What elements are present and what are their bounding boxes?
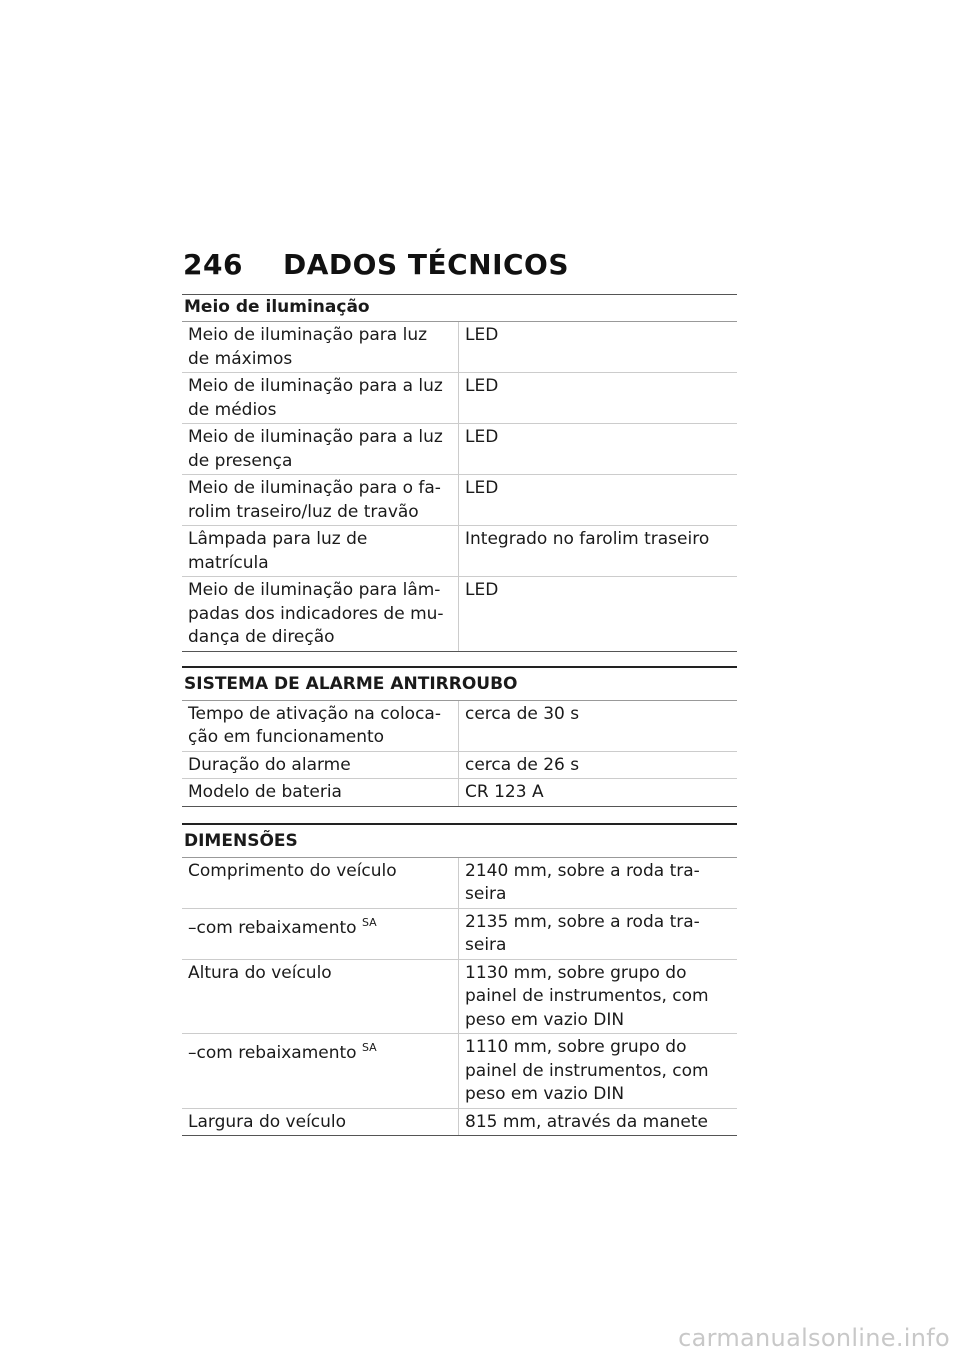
dimensions-table — [182, 858, 737, 1137]
spec-label: Duração do alarme — [182, 751, 459, 779]
spec-value: LED — [459, 424, 738, 475]
spec-value: LED — [459, 322, 738, 373]
table-row — [182, 1108, 737, 1136]
page-header — [183, 244, 743, 284]
table-row — [182, 322, 737, 373]
spec-label: Modelo de bateria — [182, 779, 459, 807]
table-row — [182, 701, 737, 752]
table-row — [182, 858, 737, 909]
spec-label: Altura do veículo — [182, 959, 459, 1034]
spec-value: LED — [459, 475, 738, 526]
spec-value: CR 123 A — [459, 779, 738, 807]
sa-mark: SA — [361, 915, 377, 929]
spec-label: Meio de iluminação para luz de máximos — [182, 322, 459, 373]
table-row — [182, 373, 737, 424]
spec-label: Meio de iluminação para lâm- padas dos indicadores de mu- dança de direção — [182, 577, 459, 652]
lighting-heading: Meio de iluminação — [182, 295, 737, 322]
spec-value: cerca de 30 s — [459, 701, 738, 752]
spec-value: 2140 mm, sobre a roda tra- seira — [459, 858, 738, 909]
spec-label: Lâmpada para luz de matrícula — [182, 526, 459, 577]
alarm-table — [182, 701, 737, 807]
spec-value: 1130 mm, sobre grupo do painel de instrumentos, com peso em vazio DIN — [459, 959, 738, 1034]
alarm-heading: SISTEMA DE ALARME ANTIRROUBO — [182, 668, 737, 701]
spec-label-text: –com rebaixamento — [188, 1043, 357, 1063]
spec-label: Meio de iluminação para o fa- rolim traseiro/luz de travão — [182, 475, 459, 526]
table-row — [182, 475, 737, 526]
spec-label — [182, 908, 459, 959]
spec-label-text: –com rebaixamento — [188, 917, 357, 938]
page-content — [182, 294, 737, 1136]
table-row — [182, 959, 737, 1034]
spec-label: Meio de iluminação para a luz de médios — [182, 373, 459, 424]
spec-label: Comprimento do veículo — [182, 858, 459, 909]
table-row — [182, 526, 737, 577]
spec-value: Integrado no farolim traseiro — [459, 526, 738, 577]
chapter-title: DADOS TÉCNICOS — [283, 248, 570, 281]
spec-label: Meio de iluminação para a luz de presença — [182, 424, 459, 475]
watermark: carmanualsonline.info — [678, 1324, 950, 1352]
spec-value: 1110 mm, sobre grupo do painel de instrumentos, com peso em vazio DIN — [459, 1034, 738, 1109]
table-row — [182, 577, 737, 652]
spec-value: 815 mm, através da manete — [459, 1108, 738, 1136]
spec-label: Tempo de ativação na coloca- ção em funcionamento — [182, 701, 459, 752]
dimensions-heading: DIMENSÕES — [182, 825, 737, 858]
spec-value: LED — [459, 577, 738, 652]
page-number: 246 — [183, 248, 243, 281]
spec-label: Largura do veículo — [182, 1108, 459, 1136]
table-row — [182, 424, 737, 475]
table-row — [182, 779, 737, 807]
spec-value: 2135 mm, sobre a roda tra- seira — [459, 908, 738, 959]
spec-label — [182, 1034, 459, 1109]
table-row — [182, 1034, 737, 1109]
table-row — [182, 751, 737, 779]
spec-value: cerca de 26 s — [459, 751, 738, 779]
sa-mark: SA — [361, 1041, 377, 1054]
table-row — [182, 908, 737, 959]
lighting-section — [182, 294, 737, 652]
spec-value: LED — [459, 373, 738, 424]
alarm-section — [182, 666, 737, 807]
lighting-table — [182, 322, 737, 652]
dimensions-section — [182, 823, 737, 1137]
